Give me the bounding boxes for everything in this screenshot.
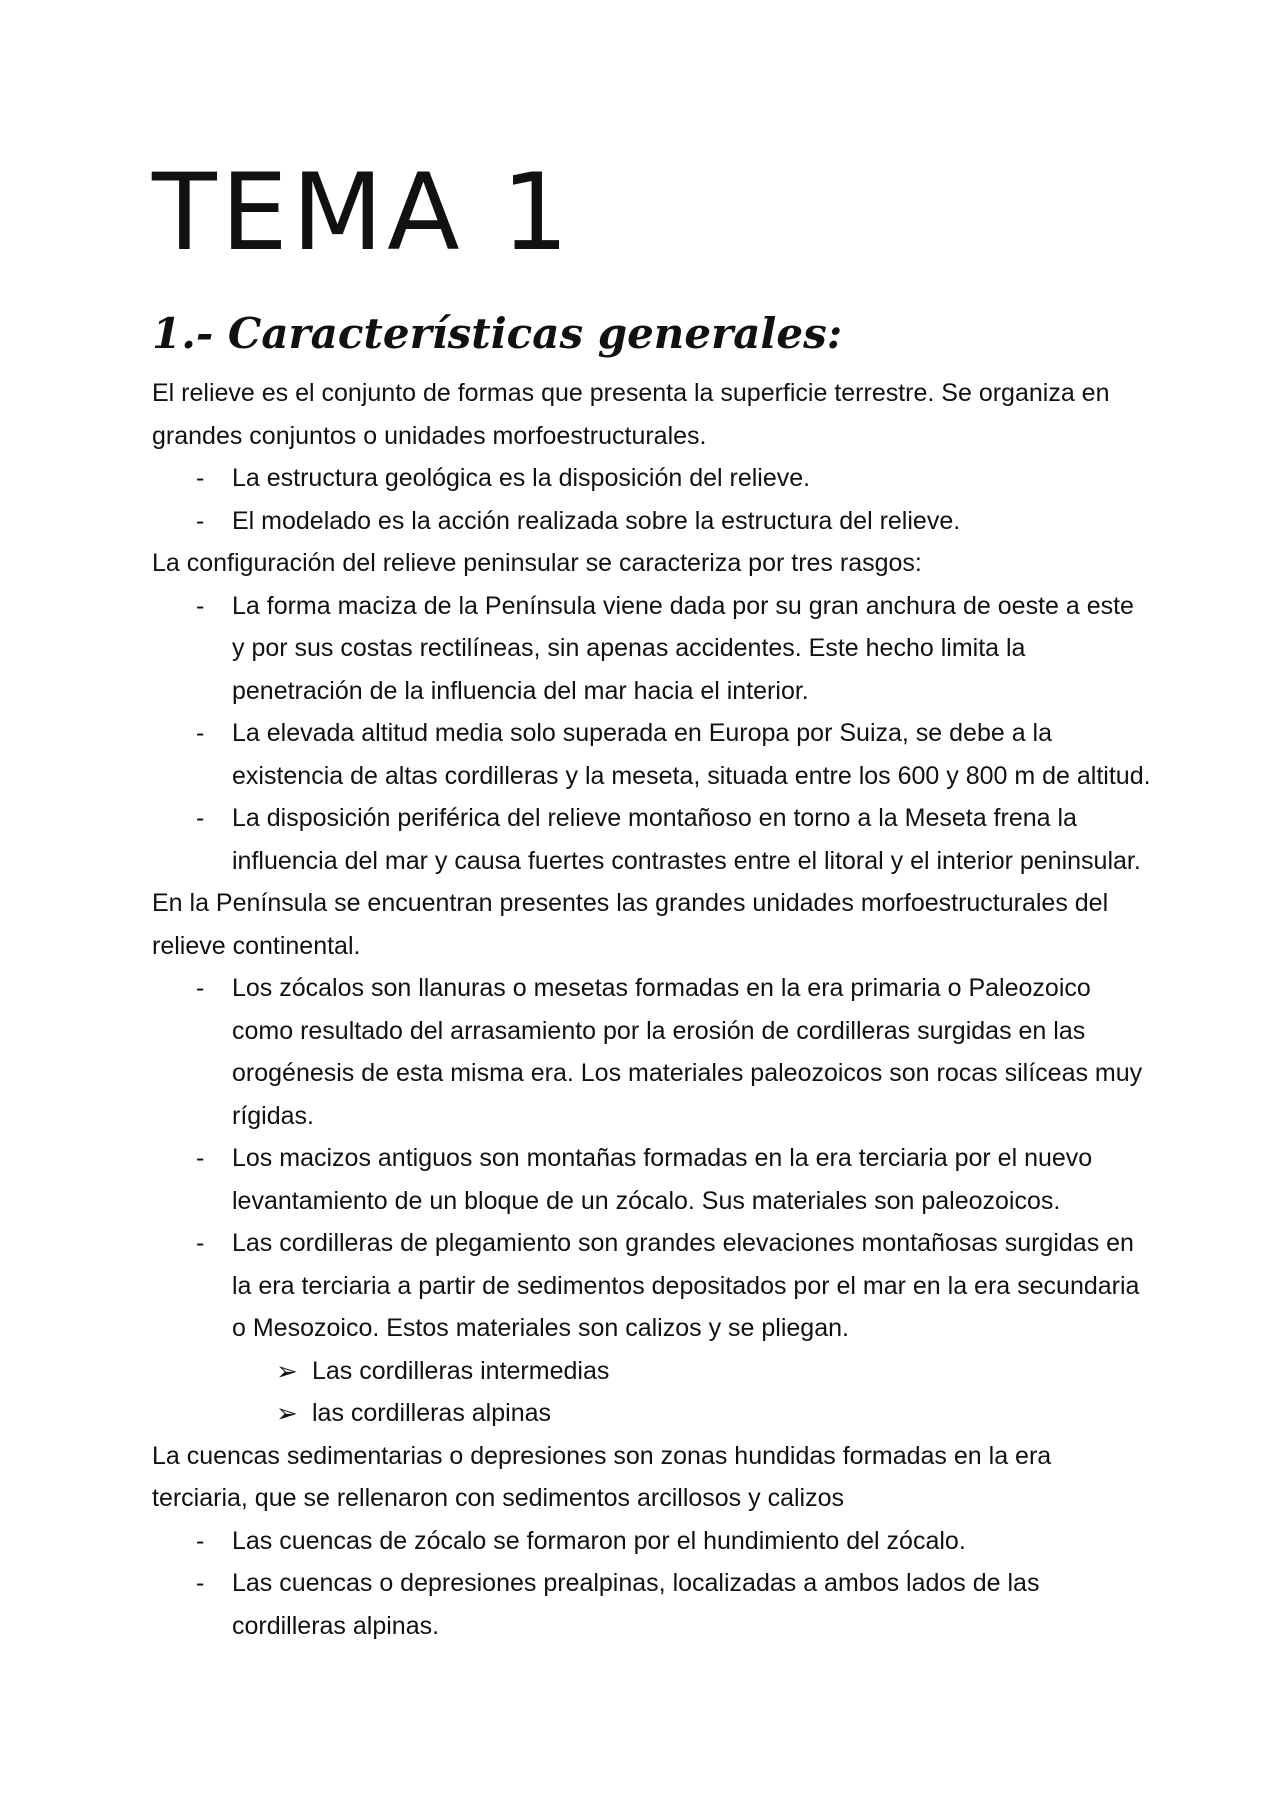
sublist-item	[152, 1350, 1152, 1393]
list-relieve-concepts	[152, 457, 1152, 542]
list-item-text: Las cordilleras de plegamiento son grandes elevaciones montañosas surgidas en la era terciaria a partir de sedimentos depositados por el mar en la era secundaria o Mesozoico. Estos materiales son calizos y se pliegan.	[232, 1229, 1140, 1342]
list-item-text: Los zócalos son llanuras o mesetas formadas en la era primaria o Paleozoico como resultado del arrasamiento por la erosión de cordilleras surgidas en las orogénesis de esta misma era. Los materiales paleozoicos son rocas silíceas muy rígidas.	[232, 974, 1143, 1130]
list-item	[152, 1520, 1152, 1563]
list-item-text: Los macizos antiguos son montañas formadas en la era terciaria por el nuevo levantamiento de un bloque de un zócalo. Sus materiales son paleozoicos.	[232, 1144, 1093, 1215]
paragraph-relieve-definition: El relieve es el conjunto de formas que presenta la superficie terrestre. Se organiza en grandes conjuntos o unidades morfoestructurales.	[152, 379, 1110, 450]
list-item	[152, 585, 1152, 713]
paragraph-unidades: En la Península se encuentran presentes las grandes unidades morfoestructurales del relieve continental.	[152, 889, 1109, 960]
document-body	[152, 372, 1152, 1647]
sublist-item-text: Las cordilleras intermedias	[312, 1356, 610, 1385]
list-item	[152, 1562, 1152, 1647]
list-item-text: Las cuencas de zócalo se formaron por el hundimiento del zócalo.	[232, 1526, 966, 1555]
list-item	[152, 712, 1152, 797]
list-cuencas	[152, 1520, 1152, 1648]
sublist-item	[152, 1392, 1152, 1435]
dash-bullet: -	[196, 719, 205, 747]
list-item	[152, 500, 1152, 543]
dash-bullet: -	[196, 1144, 205, 1172]
dash-bullet: -	[196, 804, 205, 832]
dash-bullet: -	[196, 974, 205, 1002]
sublist-cordilleras	[152, 1350, 1152, 1435]
dash-bullet: -	[196, 506, 205, 535]
list-item-text: Las cuencas o depresiones prealpinas, localizadas a ambos lados de las cordilleras alpinas.	[232, 1569, 1040, 1640]
list-item	[152, 967, 1152, 1137]
list-item-text: La forma maciza de la Península viene dada por su gran anchura de oeste a este y por sus costas rectilíneas, sin apenas accidentes. Este hecho limita la penetración de la influencia del mar hacia el interior.	[232, 591, 1134, 705]
list-rasgos	[152, 585, 1152, 883]
sublist-item-text: las cordilleras alpinas	[312, 1399, 552, 1427]
list-item-text: La estructura geológica es la disposición del relieve.	[232, 464, 811, 492]
document-title: TEMA 1	[152, 151, 573, 274]
list-unidades	[152, 967, 1152, 1350]
list-item	[152, 797, 1152, 882]
arrow-bullet-icon: ➢	[276, 1398, 298, 1428]
dash-bullet: -	[196, 464, 205, 492]
dash-bullet: -	[196, 591, 205, 620]
list-item	[152, 1222, 1152, 1350]
section-heading: 1.- Características generales:	[152, 309, 843, 358]
paragraph-configuration: La configuración del relieve peninsular se caracteriza por tres rasgos:	[152, 549, 922, 577]
list-item	[152, 457, 1152, 500]
dash-bullet: -	[196, 1569, 205, 1597]
dash-bullet: -	[196, 1526, 205, 1555]
arrow-bullet-icon: ➢	[276, 1355, 298, 1386]
dash-bullet: -	[196, 1229, 205, 1257]
list-item-text: La elevada altitud media solo superada en Europa por Suiza, se debe a la existencia de altas cordilleras y la meseta, situada entre los 600 y 800 m de altitud.	[232, 719, 1151, 790]
paragraph-cuencas: La cuencas sedimentarias o depresiones son zonas hundidas formadas en la era terciaria, que se rellenaron con sedimentos arcillosos y calizos	[152, 1441, 1052, 1512]
list-item	[152, 1137, 1152, 1222]
list-item-text: El modelado es la acción realizada sobre la estructura del relieve.	[232, 506, 961, 535]
list-item-text: La disposición periférica del relieve montañoso en torno a la Meseta frena la influencia del mar y causa fuertes contrastes entre el litoral y el interior peninsular.	[232, 804, 1141, 875]
